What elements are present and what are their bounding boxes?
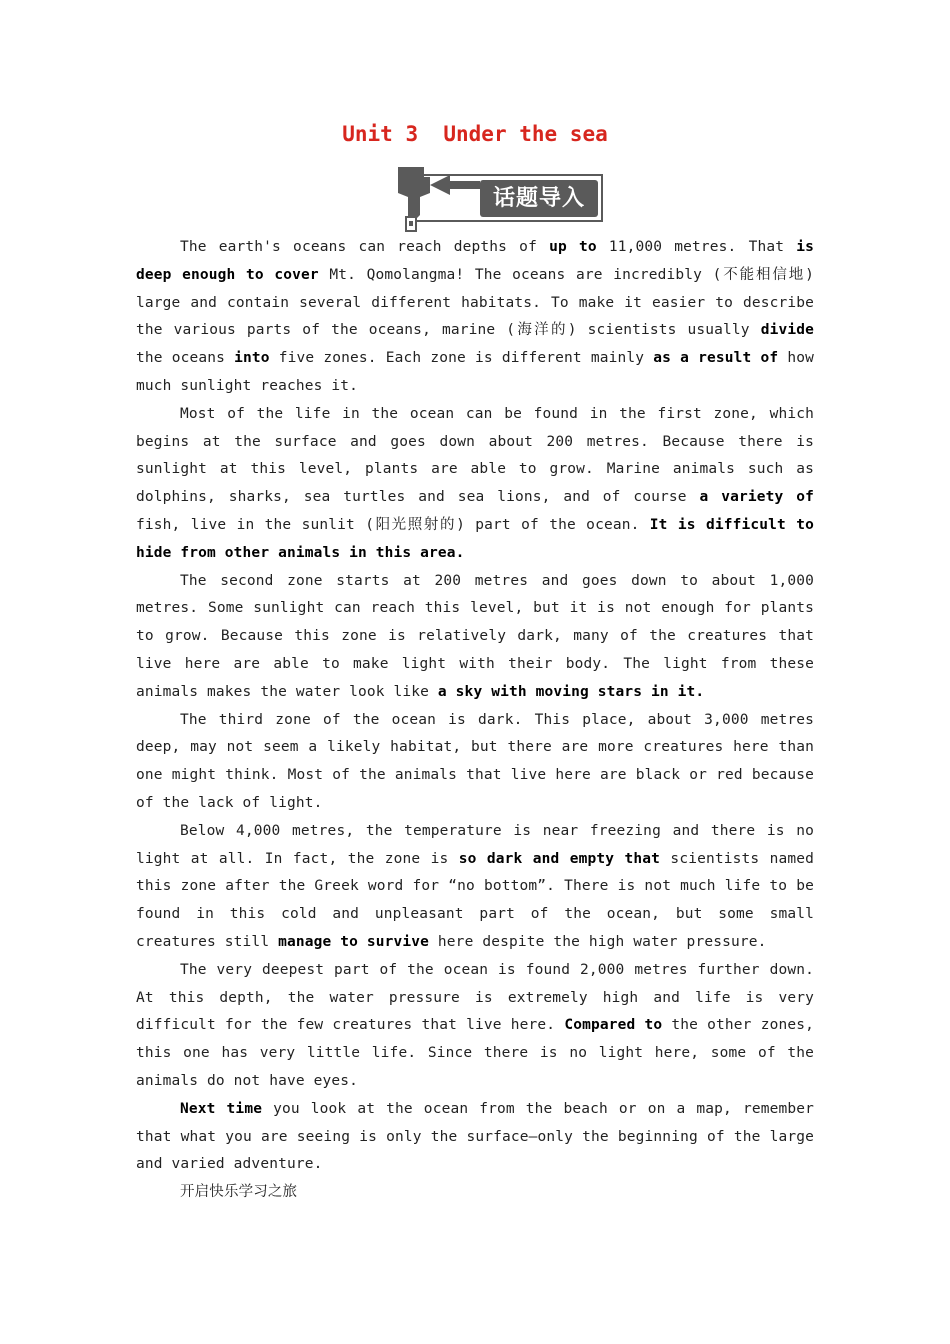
banner-label: 话题导入 [492, 186, 585, 211]
text-run: Most of the life in the ocean can be found in the first zone, which begins at the surface and goes down about 200 metres. Because there is sunlight at this level, plants are able to grow. Marine animals such as dolphins, sharks, sea turtles and sea lions, and of course [136, 405, 814, 506]
key-phrase: manage to survive [278, 933, 430, 950]
footer-line: 开启快乐学习之旅 [180, 1184, 298, 1201]
key-phrase: up to [549, 239, 597, 255]
article-body [136, 234, 814, 1207]
topic-intro-banner [394, 163, 604, 235]
text-run: scientists named this zone after the Greek word for “no bottom”. There is not much life to be found in this cold and unpleasant part of the ocean, but some small creatures still [136, 850, 815, 950]
key-phrase: a sky with moving stars in it. [437, 683, 705, 700]
key-phrase: as a result of [653, 350, 779, 367]
article-paragraph [136, 234, 814, 401]
text-run: you look at the ocean from the beach or on a map, remember that what you are seeing is only the surface—only the beginning of the large and varied adventure. [136, 1100, 814, 1173]
text-run: how much sunlight reaches it. [136, 350, 814, 394]
key-phrase: Next time [180, 1100, 263, 1117]
text-run: The third zone of the ocean is dark. This place, about 3,000 metres deep, may not seem a likely habitat, but there are more creatures here than one might think. Most of the animals that live here are black or red because of the lack of light. [136, 711, 814, 811]
article-paragraph [136, 1096, 814, 1179]
text-run: Mt. Qomolangma! The oceans are incredibly (不能相信地) large and contain several different habitats. To make it easier to describe the various parts of the oceans, marine (海洋的) scientists usually [136, 266, 814, 339]
key-phrase: Compared to [564, 1017, 663, 1034]
text-run: five zones. Each zone is different mainly [269, 350, 654, 367]
key-phrase: is deep enough to cover [136, 239, 814, 283]
article-paragraph [136, 401, 814, 568]
text-run: The second zone starts at 200 metres and goes down to about 1,000 metres. Some sunlight can reach this level, but it is not enough for plants to grow. Because this zone is relatively dark, many of the creatures that live here are able to make light with their body. The light from these animals makes the water look like [136, 572, 814, 700]
text-run: here despite the high water pressure. [429, 933, 767, 950]
text-run: The earth's oceans can reach depths of [180, 239, 550, 255]
text-run: Below 4,000 metres, the temperature is near freezing and there is no light at all. In fact, the zone is [136, 822, 814, 867]
key-phrase: a variety of [699, 489, 814, 506]
key-phrase: divide [760, 322, 814, 339]
text-run: The very deepest part of the ocean is found 2,000 metres further down. At this depth, the water pressure is extremely high and life is very difficult for the few creatures that live here. [136, 961, 814, 1034]
key-phrase: into [234, 350, 270, 367]
text-run: 11,000 metres. That [596, 239, 797, 255]
text-run: the other zones, this one has very little life. Since there is no light here, some of the animals do not have eyes. [136, 1017, 814, 1089]
article-paragraph [136, 957, 814, 1096]
article-paragraph [136, 568, 814, 707]
text-run: the oceans [136, 350, 235, 367]
page-title: Unit 3 Under the sea [342, 122, 608, 146]
text-run: fish, live in the sunlit (阳光照射的) part of the ocean. [136, 516, 650, 533]
article-paragraph [136, 707, 814, 818]
key-phrase: so dark and empty that [458, 850, 661, 867]
key-phrase: It is difficult to hide from other animals in this area. [136, 516, 814, 561]
article-paragraph [136, 818, 814, 957]
